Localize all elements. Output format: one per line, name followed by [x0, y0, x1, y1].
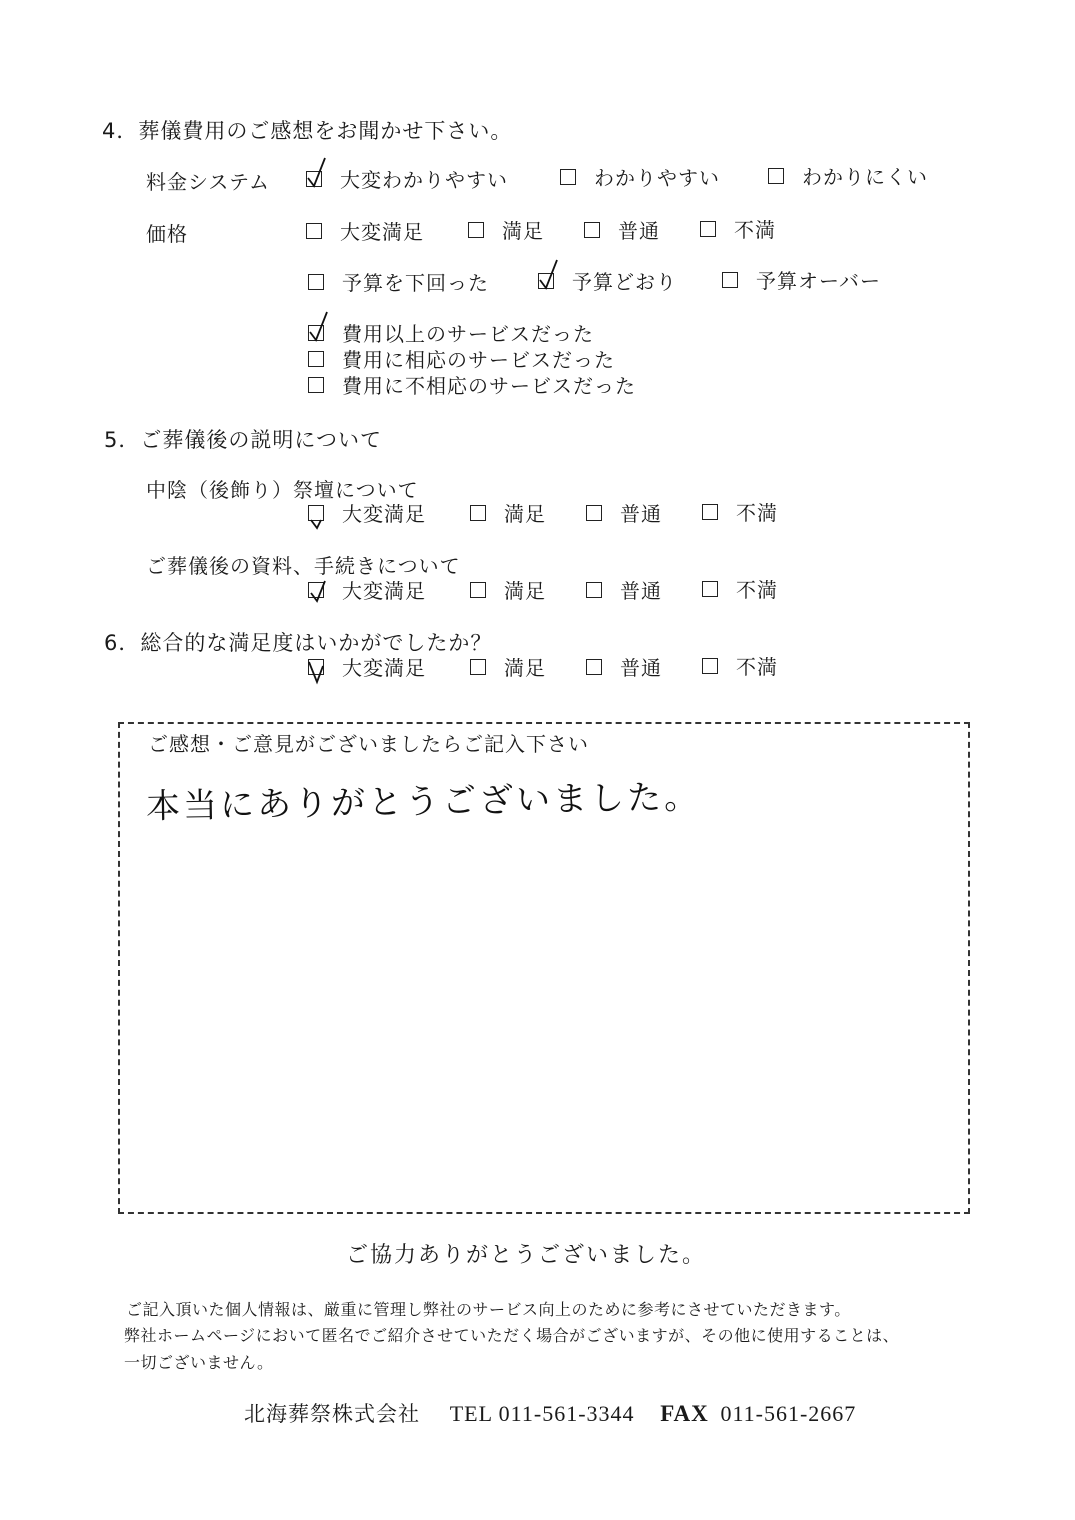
check-mark-icon: [307, 573, 331, 607]
system-option-unclear[interactable]: [768, 161, 928, 190]
documents-option-unsatisfied[interactable]: [702, 574, 778, 603]
check-mark-icon: [305, 156, 329, 190]
service-option-above-cost[interactable]: [308, 318, 594, 347]
privacy-notice-line-2: 弊社ホームページにおいて匿名でご紹介させていただく場合がございますが、その他に使用することは、: [124, 1326, 900, 1345]
option-label: わかりにくい: [802, 165, 928, 189]
altar-label: 中陰（後飾り）祭壇について: [146, 478, 419, 502]
option-label: 予算を下回った: [342, 271, 489, 295]
option-label: 普通: [620, 579, 662, 603]
altar-option-unsatisfied[interactable]: [702, 497, 778, 526]
option-label: 普通: [620, 656, 662, 680]
budget-option-over[interactable]: [722, 265, 881, 294]
q5-heading: 5．ご葬儀後の説明について: [104, 428, 382, 452]
checkbox[interactable]: [308, 274, 324, 290]
check-mark-icon: [307, 500, 331, 534]
option-label: 不満: [734, 218, 776, 242]
fax-number: 011-561-2667: [720, 1401, 857, 1426]
altar-option-normal[interactable]: [586, 498, 662, 527]
option-label: 大変わかりやすい: [340, 168, 508, 192]
option-label: 満足: [504, 656, 546, 680]
option-label: 大変満足: [342, 579, 426, 603]
option-label: 不満: [736, 578, 778, 602]
checkbox[interactable]: [470, 505, 486, 521]
checkbox[interactable]: [308, 325, 324, 341]
checkbox[interactable]: [586, 659, 602, 675]
budget-option-as-planned[interactable]: [538, 266, 677, 295]
checkbox[interactable]: [468, 222, 484, 238]
checkbox[interactable]: [702, 658, 718, 674]
option-label: 大変満足: [342, 502, 426, 526]
altar-option-satisfied[interactable]: [470, 498, 546, 527]
overall-option-very-satisfied[interactable]: [308, 652, 426, 681]
checkbox[interactable]: [722, 272, 738, 288]
documents-option-very-satisfied[interactable]: [308, 575, 426, 604]
price-option-satisfied[interactable]: [468, 215, 544, 244]
option-label: 満足: [504, 502, 546, 526]
option-label: 普通: [620, 502, 662, 526]
price-option-unsatisfied[interactable]: [700, 214, 776, 243]
check-mark-icon: [307, 310, 331, 344]
privacy-notice-line-1: ご記入頂いた個人情報は、厳重に管理し弊社のサービス向上のために参考にさせていただきます。: [126, 1300, 851, 1319]
service-option-below-cost[interactable]: [308, 370, 636, 399]
option-label: 費用に不相応のサービスだった: [342, 374, 636, 398]
budget-option-under[interactable]: [308, 267, 489, 296]
tel-number: TEL 011-561-3344: [449, 1401, 635, 1426]
option-label: 不満: [736, 655, 778, 679]
q4-heading: 4．葬儀費用のご感想をお聞かせ下さい。: [102, 119, 513, 143]
checkbox[interactable]: [768, 168, 784, 184]
system-option-clear[interactable]: [560, 162, 720, 191]
checkbox[interactable]: [308, 377, 324, 393]
footer: [244, 1398, 856, 1428]
option-label: わかりやすい: [594, 166, 720, 190]
option-label: 予算オーバー: [756, 269, 881, 293]
option-label: 満足: [504, 579, 546, 603]
check-mark-icon: [307, 654, 331, 688]
documents-label: ご葬儀後の資料、手続きについて: [146, 554, 461, 578]
price-option-very-satisfied[interactable]: [306, 216, 424, 245]
checkbox[interactable]: [538, 273, 554, 289]
checkbox[interactable]: [308, 505, 324, 521]
documents-option-satisfied[interactable]: [470, 575, 546, 604]
handwritten-comment: 本当にありがとうございました。: [145, 777, 702, 827]
option-label: 大変満足: [342, 656, 426, 680]
q6-heading: 6．総合的な満足度はいかがでしたか？: [104, 631, 493, 655]
checkbox[interactable]: [586, 582, 602, 598]
option-label: 費用以上のサービスだった: [342, 322, 594, 346]
altar-option-very-satisfied[interactable]: [308, 498, 426, 527]
checkbox[interactable]: [586, 505, 602, 521]
company-name: 北海葬祭株式会社: [244, 1402, 420, 1426]
thanks-message: ご協力ありがとうございました。: [346, 1243, 707, 1268]
option-label: 不満: [736, 501, 778, 525]
checkbox[interactable]: [702, 504, 718, 520]
option-label: 費用に相応のサービスだった: [342, 348, 615, 372]
checkbox[interactable]: [308, 351, 324, 367]
checkbox[interactable]: [306, 171, 322, 187]
price-option-normal[interactable]: [584, 215, 660, 244]
fax-label: FAX: [660, 1401, 709, 1426]
system-option-very-clear[interactable]: [306, 164, 508, 193]
overall-option-unsatisfied[interactable]: [702, 651, 778, 680]
privacy-notice-line-3: 一切ございません。: [124, 1353, 274, 1372]
option-label: 予算どおり: [572, 270, 677, 294]
comment-label: ご感想・ご意見がございましたらご記入下さい: [146, 728, 591, 757]
service-option-equal-cost[interactable]: [308, 344, 615, 373]
price-label: 価格: [146, 222, 188, 246]
checkbox[interactable]: [700, 221, 716, 237]
option-label: 満足: [502, 219, 544, 243]
check-mark-icon: [537, 258, 561, 292]
price-system-label: 料金システム: [146, 170, 270, 194]
checkbox[interactable]: [308, 659, 324, 675]
checkbox[interactable]: [470, 659, 486, 675]
checkbox[interactable]: [470, 582, 486, 598]
checkbox[interactable]: [308, 582, 324, 598]
checkbox[interactable]: [702, 581, 718, 597]
overall-option-satisfied[interactable]: [470, 652, 546, 681]
overall-option-normal[interactable]: [586, 652, 662, 681]
checkbox[interactable]: [584, 222, 600, 238]
option-label: 普通: [618, 219, 660, 243]
checkbox[interactable]: [560, 169, 576, 185]
checkbox[interactable]: [306, 223, 322, 239]
option-label: 大変満足: [340, 220, 424, 244]
documents-option-normal[interactable]: [586, 575, 662, 604]
